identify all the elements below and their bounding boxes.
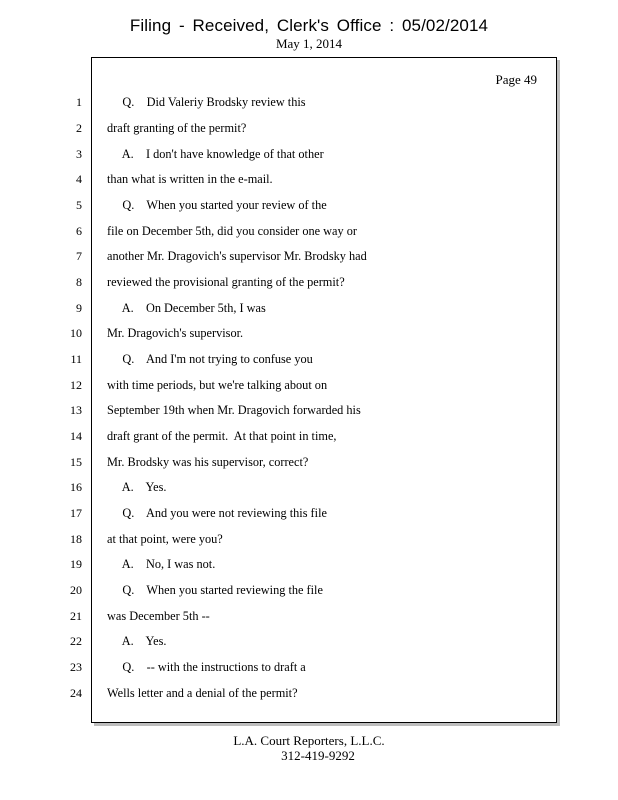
line-number: 15 (70, 455, 82, 469)
reporter-phone: 312-419-9292 (281, 748, 355, 763)
transcript-line: with time periods, but we're talking about on (107, 378, 328, 392)
line-number: 19 (70, 557, 82, 571)
line-number: 2 (76, 121, 82, 135)
transcript-line: at that point, were you? (107, 532, 223, 546)
line-number: 24 (70, 686, 82, 700)
transcript-line: September 19th when Mr. Dragovich forwarded his (107, 403, 361, 417)
line-number: 6 (76, 224, 82, 238)
transcript-line: was December 5th -- (107, 609, 210, 623)
transcript-line: Mr. Brodsky was his supervisor, correct? (107, 455, 309, 469)
filing-header (0, 16, 618, 52)
transcript-line: Q. And you were not reviewing this file (107, 506, 327, 520)
transcript-line: Q. Did Valeriy Brodsky review this (107, 95, 306, 109)
line-number: 22 (70, 634, 82, 648)
line-number: 7 (76, 249, 82, 263)
transcript-line: A. I don't have knowledge of that other (107, 147, 324, 161)
line-number: 10 (70, 326, 82, 340)
line-number: 21 (70, 609, 82, 623)
line-number: 14 (70, 429, 82, 443)
line-number: 16 (70, 480, 82, 494)
line-number: 13 (70, 403, 82, 417)
line-number: 12 (70, 378, 82, 392)
transcript-line: Q. When you started reviewing the file (107, 583, 323, 597)
line-number: 20 (70, 583, 82, 597)
transcript-line: file on December 5th, did you consider one way or (107, 224, 357, 238)
page-number: Page 49 (495, 72, 537, 87)
line-number: 9 (76, 301, 82, 315)
line-number: 11 (70, 352, 82, 366)
transcript-line: Q. When you started your review of the (107, 198, 327, 212)
line-number: 5 (76, 198, 82, 212)
transcript-line: A. Yes. (107, 480, 167, 494)
transcript-line: Q. -- with the instructions to draft a (107, 660, 306, 674)
page-footer (0, 733, 618, 763)
transcript-line: A. Yes. (107, 634, 167, 648)
line-number: 23 (70, 660, 82, 674)
deposition-date: May 1, 2014 (275, 36, 343, 51)
line-number: 8 (76, 275, 82, 289)
line-number: 17 (70, 506, 82, 520)
transcript-line: than what is written in the e-mail. (107, 172, 273, 186)
reporter-company: L.A. Court Reporters, L.L.C. (233, 733, 385, 748)
transcript-line: Wells letter and a denial of the permit? (107, 686, 298, 700)
transcript-line: Mr. Dragovich's supervisor. (107, 326, 244, 340)
transcript-line: A. On December 5th, I was (107, 301, 266, 315)
transcript-line: reviewed the provisional granting of the permit? (107, 275, 345, 289)
transcript-line: A. No, I was not. (107, 557, 216, 571)
transcript-line: draft grant of the permit. At that point in time, (107, 429, 337, 443)
line-number: 4 (76, 172, 82, 186)
transcript-line: draft granting of the permit? (107, 121, 247, 135)
transcript-line: another Mr. Dragovich's supervisor Mr. Brodsky had (107, 249, 367, 263)
transcript-line: Q. And I'm not trying to confuse you (107, 352, 313, 366)
line-number: 1 (76, 95, 82, 109)
filing-stamp: Filing - Received, Clerk's Office : 05/02/2014 (129, 16, 489, 35)
line-number: 18 (70, 532, 82, 546)
line-number: 3 (76, 147, 82, 161)
